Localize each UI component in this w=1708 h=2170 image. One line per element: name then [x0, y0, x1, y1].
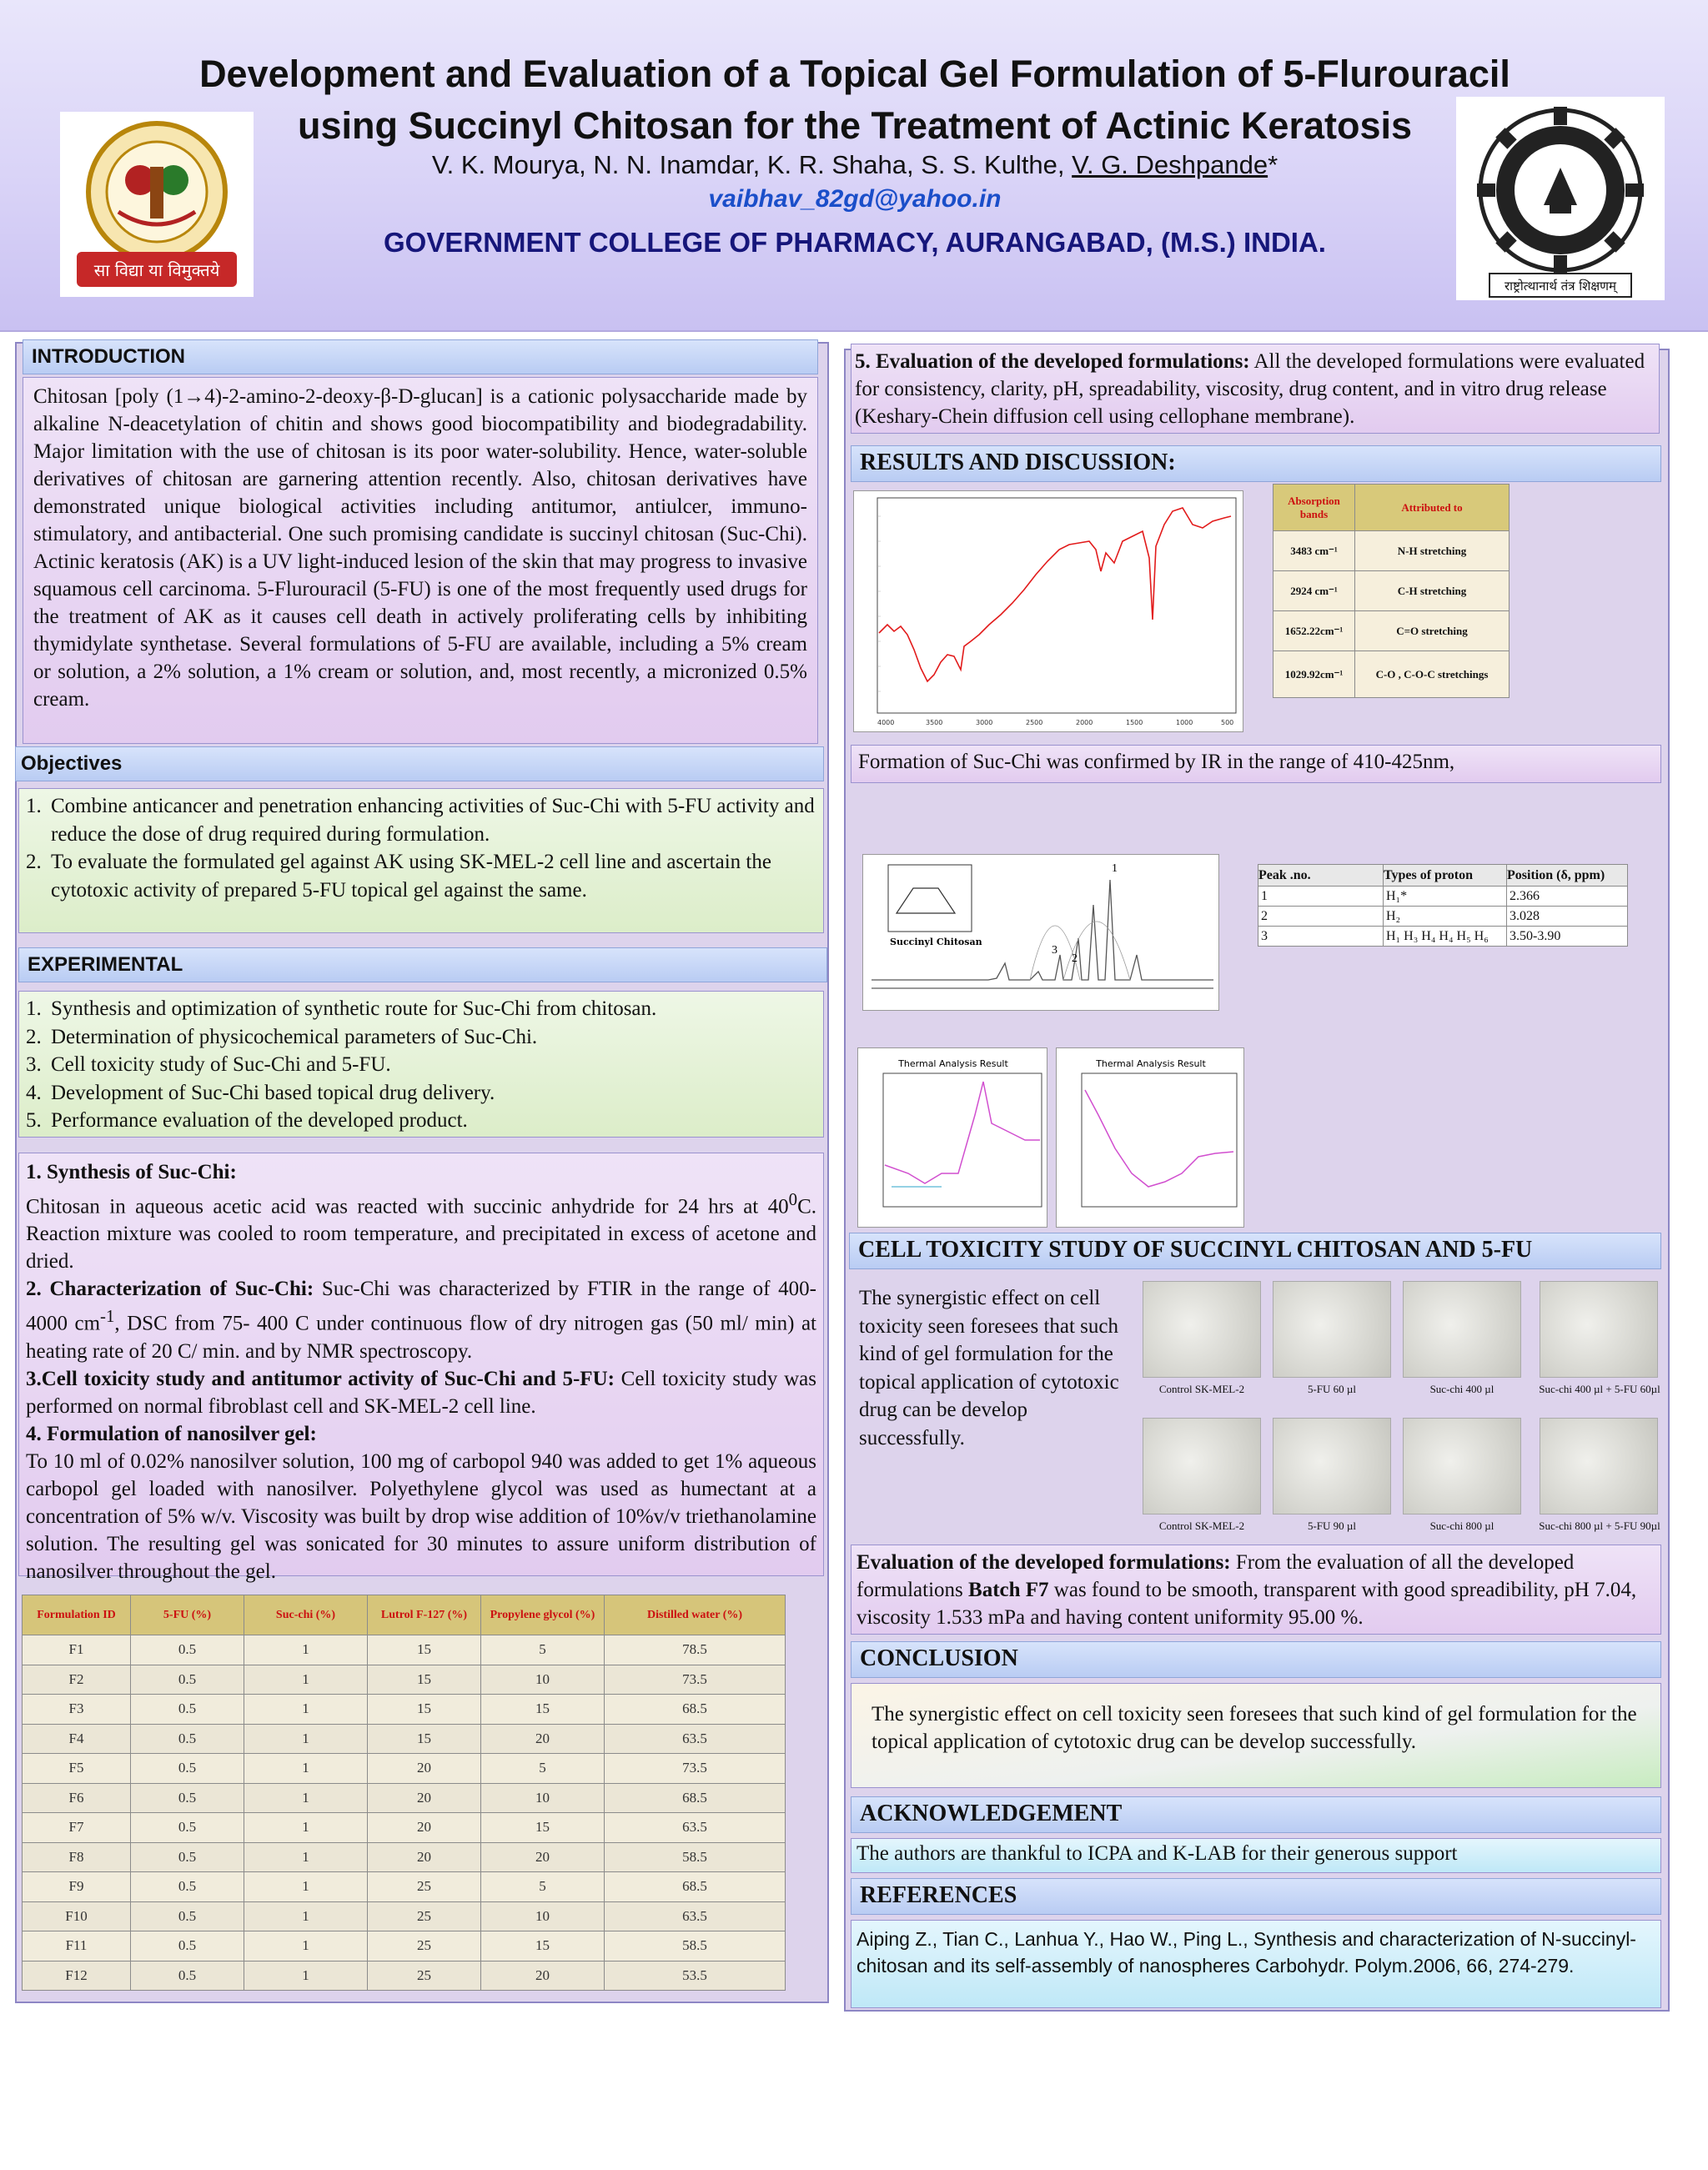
table-cell: F4: [23, 1724, 131, 1754]
title-line-1: Development and Evaluation of a Topical Gel Formulation of 5-Flurouracil: [199, 53, 1510, 95]
table-row: [23, 1695, 786, 1725]
poster-title: [192, 48, 1518, 152]
reference-text: Aiping Z., Tian C., Lanhua Y., Hao W., Ping L., Synthesis and characterization of N-succinyl-chitosan and its self-assembly of nanospheres Carbohydr. Polym.2006, 66, 274-279.: [857, 1928, 1636, 1977]
experimental-item: 2. Determination of physicochemical parameters of Suc-Chi.: [26, 1025, 538, 1048]
micrograph-caption: Suc-chi 800 µl + 5-FU 90µl: [1539, 1520, 1660, 1532]
methods-box: [18, 1153, 824, 1583]
ir-confirmation-text: Formation of Suc-Chi was confirmed by IR in the range of 410-425nm,: [858, 751, 1455, 773]
nmr-structure-label: Succinyl Chitosan: [890, 937, 982, 947]
table-cell: 20: [368, 1783, 481, 1813]
table-row: [23, 1665, 786, 1695]
ir-bands-body: [1273, 531, 1510, 698]
nanosilver-text: To 10 ml of 0.02% nanosilver solution, 100 mg of carbopol 940 was added to get 1% aqueous carbopol gel loaded with nanosilver. Polyethylene glycol was used as humectant at a concentration of 5% w/v. Viscosity was built by drop wise addition of 10%v/v triethanolamine solution. The resulting gel was sonicated for 30 minutes to assure uniform distribution of nanosilver throughout the gel.: [26, 1449, 816, 1583]
table-cell: F6: [23, 1783, 131, 1813]
experimental-heading: EXPERIMENTAL: [18, 947, 827, 982]
table-cell: 1: [244, 1783, 368, 1813]
experimental-item: 4. Development of Suc-Chi based topical drug delivery.: [26, 1081, 495, 1104]
synthesis-text: Chitosan in aqueous acetic acid was reacted with succinic anhydride for 24 hrs at $40^0C$. Reaction mixture was cooled to room temperature, and precipitated in excess of acetone and dried.: [26, 1189, 816, 1273]
table-cell: 63.5: [605, 1724, 786, 1754]
table-cell: 1: [244, 1872, 368, 1902]
acknowledgement-heading: ACKNOWLEDGEMENT: [851, 1796, 1661, 1833]
micrograph-5fu: [1273, 1418, 1391, 1514]
table-cell: 15: [368, 1695, 481, 1725]
table-cell: F2: [23, 1665, 131, 1695]
objective-item: 1. Combine anticancer and penetration enhancing activities of Suc-Chi with 5-FU activity and reduce the dose of drug required during formulation.: [26, 795, 815, 846]
table-cell: 25: [368, 1961, 481, 1991]
table-cell: 68.5: [605, 1695, 786, 1725]
table-cell: 0.5: [131, 1783, 244, 1813]
table-cell: 5: [481, 1635, 605, 1665]
svg-text:3500: 3500: [926, 719, 943, 726]
nmr-cell: 3: [1258, 927, 1384, 947]
table-cell: 1: [244, 1754, 368, 1784]
formulation-table-body: [23, 1635, 786, 1991]
svg-text:2000: 2000: [1076, 719, 1093, 726]
table-cell: F5: [23, 1754, 131, 1784]
table-cell: 73.5: [605, 1754, 786, 1784]
table-row: [23, 1754, 786, 1784]
table-cell: F12: [23, 1961, 131, 1991]
table-header-cell: Suc-chi (%): [244, 1595, 368, 1635]
micrograph-caption: Control SK-MEL-2: [1158, 1383, 1245, 1395]
micrograph-caption: 5-FU 60 µl: [1307, 1383, 1357, 1395]
authors-text: V. K. Mourya, N. N. Inamdar, K. R. Shaha, S. S. Kulthe,: [431, 150, 1073, 179]
table-cell: 0.5: [131, 1901, 244, 1931]
right-logo-motto: राष्ट्रोत्थानार्थ तंत्र शिक्षणम्: [1505, 279, 1616, 294]
ir-cell: 1029.92cm⁻¹: [1273, 651, 1355, 698]
table-cell: 0.5: [131, 1931, 244, 1962]
nmr-peak-label: 1: [1112, 862, 1118, 875]
table-cell: F3: [23, 1695, 131, 1725]
table-header-cell: Lutrol F-127 (%): [368, 1595, 481, 1635]
table-header-cell: Propylene glycol (%): [481, 1595, 605, 1635]
left-logo-motto: सा विद्या या विमुक्तये: [93, 260, 220, 280]
table-cell: 1: [244, 1635, 368, 1665]
nmr-cell: 3.028: [1507, 907, 1628, 927]
table-cell: 0.5: [131, 1635, 244, 1665]
table-cell: 0.5: [131, 1813, 244, 1843]
table-cell: 58.5: [605, 1842, 786, 1872]
table-cell: 10: [481, 1783, 605, 1813]
table-cell: 0.5: [131, 1754, 244, 1784]
table-cell: 73.5: [605, 1665, 786, 1695]
cell-toxicity-method-text: 3.Cell toxicity study and antitumor activity of Suc-Chi and 5-FU: Cell toxicity study was performed on normal fibroblast cell and SK-MEL-2 cell line.: [26, 1367, 816, 1418]
experimental-box: [18, 991, 824, 1138]
table-cell: F1: [23, 1635, 131, 1665]
evaluation-methods-box: [851, 344, 1660, 434]
table-row: [23, 1724, 786, 1754]
table-cell: 0.5: [131, 1872, 244, 1902]
table-cell: F9: [23, 1872, 131, 1902]
table-row: [23, 1931, 786, 1962]
svg-text:3000: 3000: [976, 719, 993, 726]
table-cell: 5: [481, 1872, 605, 1902]
table-cell: 0.5: [131, 1724, 244, 1754]
ir-bands-table: [1273, 484, 1510, 698]
micrograph-control: [1143, 1281, 1261, 1378]
table-cell: 0.5: [131, 1665, 244, 1695]
introduction-heading: INTRODUCTION: [23, 339, 818, 374]
table-header-cell: Formulation ID: [23, 1595, 131, 1635]
table-cell: 20: [368, 1813, 481, 1843]
table-header-cell: Distilled water (%): [605, 1595, 786, 1635]
references-heading: REFERENCES: [851, 1878, 1661, 1915]
micrograph-caption: 5-FU 90 µl: [1307, 1520, 1357, 1532]
poster-header: [0, 0, 1708, 332]
nmr-spectrum-plot: [862, 854, 1219, 1011]
author-list: [192, 150, 1518, 180]
ir-spectrum-plot: [853, 490, 1243, 732]
micrograph-combination: [1540, 1281, 1658, 1378]
cell-toxicity-heading: CELL TOXICITY STUDY OF SUCCINYL CHITOSAN AND 5-FU: [849, 1233, 1661, 1269]
table-cell: 1: [244, 1842, 368, 1872]
table-cell: 25: [368, 1901, 481, 1931]
introduction-box: [23, 377, 818, 744]
table-cell: 5: [481, 1754, 605, 1784]
ir-row: [1273, 571, 1510, 611]
nmr-header-cell: Types of proton: [1384, 865, 1507, 887]
nmr-cell: 2: [1258, 907, 1384, 927]
nmr-cell: 1: [1258, 887, 1384, 907]
ir-cell: C-O , C-O-C stretchings: [1355, 651, 1510, 698]
nmr-cell: H₁*: [1384, 887, 1507, 907]
table-cell: 25: [368, 1931, 481, 1962]
micrograph-combination: [1540, 1418, 1658, 1514]
table-cell: F7: [23, 1813, 131, 1843]
table-cell: 15: [481, 1695, 605, 1725]
ir-header-cell: Attributed to: [1355, 485, 1510, 531]
nmr-peak-label: 3: [1052, 944, 1057, 957]
acknowledgement-text: The authors are thankful to ICPA and K-LAB for their generous support: [857, 1842, 1458, 1865]
objectives-list: [26, 792, 816, 904]
nmr-cell: H₁ H₃ H₄ H₄ H₅ H₆: [1384, 927, 1507, 947]
table-cell: 20: [481, 1842, 605, 1872]
ir-cell: 1652.22cm⁻¹: [1273, 611, 1355, 651]
title-line-2: using Succinyl Chitosan for the Treatment of Actinic Keratosis: [297, 104, 1413, 147]
svg-text:1500: 1500: [1126, 719, 1143, 726]
table-cell: 0.5: [131, 1695, 244, 1725]
ir-cell: N-H stretching: [1355, 531, 1510, 571]
ir-row: [1273, 651, 1510, 698]
references-box: [851, 1920, 1661, 2008]
experimental-item: 3. Cell toxicity study of Suc-Chi and 5-FU.: [26, 1053, 391, 1076]
table-cell: 1: [244, 1695, 368, 1725]
table-row: [23, 1901, 786, 1931]
table-cell: 53.5: [605, 1961, 786, 1991]
table-cell: 1: [244, 1931, 368, 1962]
objective-item: 2. To evaluate the formulated gel against AK using SK-MEL-2 cell line and ascertain the cytotoxic activity of prepared 5-FU topical gel against the same.: [26, 851, 771, 902]
micrograph-caption: Suc-chi 400 µl + 5-FU 60µl: [1539, 1383, 1660, 1395]
nmr-header-cell: Peak .no.: [1258, 865, 1384, 887]
nmr-cell: 2.366: [1507, 887, 1628, 907]
dsc-title: Thermal Analysis Result: [1096, 1058, 1206, 1069]
table-cell: 15: [481, 1813, 605, 1843]
contact-email[interactable]: vaibhav_82gd@yahoo.in: [708, 185, 1002, 213]
ir-cell: 3483 cm⁻¹: [1273, 531, 1355, 571]
table-cell: F8: [23, 1842, 131, 1872]
table-cell: 63.5: [605, 1901, 786, 1931]
table-cell: 1: [244, 1813, 368, 1843]
nmr-peak-label: 2: [1072, 952, 1078, 965]
table-cell: 25: [368, 1872, 481, 1902]
acknowledgement-box: [851, 1838, 1661, 1873]
evaluation-methods-text: 5. Evaluation of the developed formulations: All the developed formulations were evaluated for consistency, clarity, pH, spreadability, viscosity, drug content, and in vitro drug release (Keshary-Chein diffusion cell using cellophane membrane).: [855, 350, 1645, 428]
table-cell: 20: [368, 1754, 481, 1784]
svg-text:500: 500: [1221, 719, 1234, 726]
table-cell: 68.5: [605, 1872, 786, 1902]
table-row: [23, 1635, 786, 1665]
ir-cell: 2924 cm⁻¹: [1273, 571, 1355, 611]
table-cell: 78.5: [605, 1635, 786, 1665]
table-cell: 10: [481, 1901, 605, 1931]
evaluation-result-text: Evaluation of the developed formulations: From the evaluation of all the developed formulations Batch F7 was found to be smooth, transparent with good spreadibility, pH 7.04, viscosity 1.533 mPa and having content uniformity 95.00 %.: [857, 1551, 1637, 1629]
nmr-header-cell: Position (δ, ppm): [1507, 865, 1628, 887]
micrograph-caption: Suc-chi 400 µl: [1429, 1383, 1494, 1395]
experimental-item: 5. Performance evaluation of the developed product.: [26, 1109, 468, 1132]
table-cell: 20: [481, 1961, 605, 1991]
cell-toxicity-text: The synergistic effect on cell toxicity seen foresees that such kind of gel formulation for the topical application of cytotoxic drug can be develop successfully.: [859, 1287, 1119, 1449]
dsc-thermogram-1: [857, 1047, 1047, 1228]
table-cell: 1: [244, 1901, 368, 1931]
table-cell: 68.5: [605, 1783, 786, 1813]
table-cell: 58.5: [605, 1931, 786, 1962]
micrograph-5fu: [1273, 1281, 1391, 1378]
table-cell: F10: [23, 1901, 131, 1931]
table-row: [23, 1783, 786, 1813]
table-row: [23, 1813, 786, 1843]
table-cell: 10: [481, 1665, 605, 1695]
micrograph-caption: Suc-chi 800 µl: [1429, 1520, 1494, 1532]
ir-confirmation-box: [851, 745, 1661, 783]
micrograph-succhi: [1403, 1281, 1521, 1378]
svg-text:4000: 4000: [877, 719, 895, 726]
micrograph-caption: Control SK-MEL-2: [1158, 1520, 1245, 1532]
ir-header-cell: Absorption bands: [1273, 485, 1355, 531]
svg-text:1000: 1000: [1176, 719, 1193, 726]
ir-row: [1273, 611, 1510, 651]
nmr-row: [1258, 927, 1628, 947]
micrograph-succhi: [1403, 1418, 1521, 1514]
dsc-thermogram-2: [1056, 1047, 1244, 1228]
nmr-peaks-table: [1258, 864, 1628, 947]
results-heading: RESULTS AND DISCUSSION:: [851, 445, 1661, 482]
table-header-cell: 5-FU (%): [131, 1595, 244, 1635]
conclusion-heading: CONCLUSION: [851, 1641, 1661, 1678]
micrograph-control: [1143, 1418, 1261, 1514]
svg-text:2500: 2500: [1026, 719, 1043, 726]
corresponding-asterisk: *: [1268, 150, 1278, 179]
nmr-cell: 3.50-3.90: [1507, 927, 1628, 947]
table-cell: 15: [368, 1724, 481, 1754]
nmr-row: [1258, 907, 1628, 927]
table-cell: 20: [368, 1842, 481, 1872]
conclusion-box: [851, 1683, 1661, 1788]
university-gear-logo: [1456, 97, 1665, 300]
table-cell: 63.5: [605, 1813, 786, 1843]
table-cell: 15: [481, 1931, 605, 1962]
table-cell: 0.5: [131, 1842, 244, 1872]
table-cell: 1: [244, 1724, 368, 1754]
formulation-table: [22, 1595, 786, 1991]
table-row: [23, 1961, 786, 1991]
table-cell: 1: [244, 1665, 368, 1695]
methods-text: [26, 1158, 816, 1585]
experimental-item: 1. Synthesis and optimization of synthetic route for Suc-Chi from chitosan.: [26, 997, 657, 1020]
table-cell: 0.5: [131, 1961, 244, 1991]
ir-row: [1273, 531, 1510, 571]
nmr-peaks-body: [1258, 887, 1628, 947]
table-cell: 1: [244, 1961, 368, 1991]
introduction-text: Chitosan [poly (1→4)-2-amino-2-deoxy-β-D-glucan] is a cationic polysaccharide made by alkaline N-deacetylation of chitin and shows good biocompatibility and biodegradability. Major limitation with the use of chitosan is its poor water-solubility. Hence, water-soluble derivatives of chitosan are garnering attention recently. Also, chitosan derivatives have demonstrated unique biological activities including antitumor, antiulcer, immuno-stimulatory, and antibacterial. One such promising candidate is succinyl chitosan (Suc-Chi). Actinic keratosis (AK) is a UV light-induced lesion of the skin that may progress to invasive squamous cell carcinoma. 5-Flurouracil (5-FU) is one of the most frequently used drugs for the treatment of AK as it causes cell death in actively proliferating cells by inhibiting thymidylate synthetase. Several formulations of 5-FU are available, including a 5% cream or solution, a 2% solution, a 1% cream or solution, and, most recently, a micronized 0.5% cream.: [33, 385, 807, 711]
corresponding-author: V. G. Deshpande: [1072, 150, 1268, 179]
table-row: [23, 1842, 786, 1872]
nanosilver-title: 4. Formulation of nanosilver gel:: [26, 1422, 317, 1445]
table-cell: 15: [368, 1635, 481, 1665]
conclusion-text: The synergistic effect on cell toxicity seen foresees that such kind of gel formulation for the topical application of cytotoxic drug can be develop successfully.: [872, 1703, 1637, 1753]
nmr-cell: H₂: [1384, 907, 1507, 927]
ir-cell: C=O stretching: [1355, 611, 1510, 651]
college-name: GOVERNMENT COLLEGE OF PHARMACY, AURANGABAD, (M.S.) INDIA.: [384, 227, 1326, 258]
ir-cell: C-H stretching: [1355, 571, 1510, 611]
dsc-title: Thermal Analysis Result: [898, 1058, 1008, 1069]
table-cell: 15: [368, 1665, 481, 1695]
table-cell: F11: [23, 1931, 131, 1962]
table-row: [23, 1872, 786, 1902]
objectives-heading: Objectives: [15, 746, 824, 781]
objectives-box: [18, 788, 824, 933]
characterization-text: 2. Characterization of Suc-Chi: Suc-Chi was characterized by FTIR in the range of 400-4000 $cm^{-1}$, DSC from 75- 400 C under continuous flow of dry nitrogen gas (50 ml/ min) at heating rate of 20 C/ min. and by NMR spectroscopy.: [26, 1278, 817, 1363]
synthesis-title: 1. Synthesis of Suc-Chi:: [26, 1161, 237, 1183]
experimental-list: [26, 995, 816, 1135]
evaluation-result-box: [851, 1545, 1661, 1635]
nmr-row: [1258, 887, 1628, 907]
table-cell: 20: [481, 1724, 605, 1754]
